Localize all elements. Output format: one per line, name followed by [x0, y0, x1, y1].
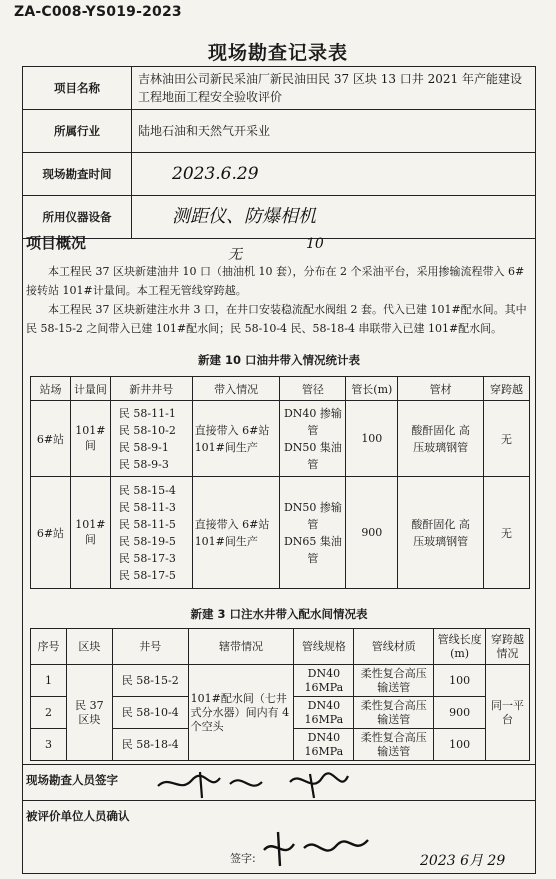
- header-block: 区块: [66, 629, 112, 665]
- entry-cell: 直接带入 6#站 101#间生产: [192, 401, 280, 477]
- diameter-line: DN50 集油管: [283, 440, 342, 471]
- header-length: 管长(m): [346, 377, 398, 401]
- station-cell: 6#站: [31, 477, 71, 589]
- table-row: [31, 665, 530, 697]
- block-cell: 民 37 区块: [66, 665, 112, 761]
- diameter-line: DN40 掺输管: [283, 406, 342, 437]
- well-number: 民 58-17-3: [118, 551, 176, 565]
- header-material: 管材: [398, 377, 484, 401]
- survey-time-label: 现场勘查时间: [23, 153, 132, 196]
- wells-cell: [110, 477, 192, 589]
- well-number: 民 58-9-1: [118, 440, 169, 454]
- survey-time-row: [23, 153, 536, 196]
- well-number: 民 58-11-1: [118, 406, 176, 420]
- crossing-cell: 同一平台: [486, 665, 530, 761]
- spec-cell: DN40 16MPa: [294, 729, 354, 761]
- meter-cell: 101#间: [70, 477, 110, 589]
- material-cell: 柔性复合高压输送管: [354, 697, 434, 729]
- header-crossing: 穿跨越情况: [486, 629, 530, 665]
- header-entry: 带入情况: [192, 377, 280, 401]
- material-cell: 柔性复合高压输送管: [354, 729, 434, 761]
- crossing-cell: 无: [484, 401, 530, 477]
- oil-wells-table: [30, 376, 530, 589]
- well-number: 民 58-10-2: [118, 423, 176, 437]
- well-number: 民 58-11-5: [118, 517, 176, 531]
- surveyor-label: 现场勘查人员签字: [26, 773, 118, 787]
- well-number: 民 58-17-5: [118, 568, 176, 582]
- entry-cell: 直接带入 6#站 101#间生产: [192, 477, 280, 589]
- no-cell: 1: [31, 665, 67, 697]
- injection-wells-table: [30, 628, 530, 761]
- instrument-row: [23, 196, 536, 239]
- project-name-value: 吉林油田公司新民采油厂新民油田民 37 区块 13 口井 2021 年产能建设工程地面工程安全验收评价: [132, 67, 536, 110]
- project-name-row: [23, 67, 536, 110]
- table1-caption: 新建 10 口油井带入情况统计表: [197, 353, 360, 367]
- header-meter: 计量间: [70, 377, 110, 401]
- surveyor-signature: [150, 764, 370, 804]
- document-code: ZA-C008-YS019-2023: [14, 4, 182, 20]
- length-cell: 100: [434, 729, 486, 761]
- diameter-cell: [280, 401, 346, 477]
- sign-label: 签字:: [230, 852, 256, 865]
- handwritten-note-b: 10: [306, 236, 324, 252]
- well-cell: 民 58-15-2: [112, 665, 188, 697]
- diameter-cell: [280, 477, 346, 589]
- table-header-row: [31, 629, 530, 665]
- wells-cell: [110, 401, 192, 477]
- well-cell: 民 58-18-4: [112, 729, 188, 761]
- spec-cell: DN40 16MPa: [294, 697, 354, 729]
- overview-heading: 项目概况: [26, 234, 87, 252]
- header-crossing: 穿跨越: [484, 377, 530, 401]
- no-cell: 2: [31, 697, 67, 729]
- handwritten-note-a: 无: [228, 247, 242, 263]
- well-number: 民 58-11-3: [118, 500, 176, 514]
- overview-paragraph-2: 本工程民 37 区块新建注水井 3 口，在井口安装稳流配水阀组 2 套。代入已建 101#配水间。其中民 58-15-2 之间带入已建 101#配水间；民 58-10-4 民、58-18-4 串联带入已建 101#配水间。: [26, 303, 527, 335]
- well-cell: 民 58-10-4: [112, 697, 188, 729]
- well-number: 民 58-19-5: [118, 534, 176, 548]
- info-table: [22, 66, 536, 239]
- material-cell: 酸酐固化 高压玻璃钢管: [398, 401, 484, 477]
- signature-date: 2023 6月 29: [420, 853, 506, 869]
- no-cell: 3: [31, 729, 67, 761]
- length-cell: 100: [346, 401, 398, 477]
- station-cell: 6#站: [31, 401, 71, 477]
- project-name-label: 项目名称: [23, 67, 132, 110]
- length-cell: 900: [434, 697, 486, 729]
- industry-row: [23, 110, 536, 153]
- overview-paragraph-1: 本工程民 37 区块新建油井 10 口（抽油机 10 套），分布在 2 个采油平台，采用掺输流程带入 6#接转站 101#计量间。本工程无管线穿跨越。: [26, 265, 525, 297]
- well-number: 民 58-15-4: [118, 483, 176, 497]
- table-row: [31, 401, 530, 477]
- industry-label: 所属行业: [23, 110, 132, 153]
- diameter-line: DN50 掺输管: [283, 500, 342, 531]
- diameter-line: DN65 集油管: [283, 534, 342, 565]
- header-well: 井号: [112, 629, 188, 665]
- material-cell: 柔性复合高压输送管: [354, 665, 434, 697]
- header-station: 站场: [31, 377, 71, 401]
- table-row: [31, 477, 530, 589]
- header-spec: 管线规格: [294, 629, 354, 665]
- header-no: 序号: [31, 629, 67, 665]
- length-cell: 900: [346, 477, 398, 589]
- meter-cell: 101#间: [70, 401, 110, 477]
- entry-cell: 101#配水间（七井式分水器）间内有 4 个空头: [188, 665, 294, 761]
- table-header-row: [31, 377, 530, 401]
- instrument-value: 测距仪、防爆相机: [132, 196, 536, 239]
- header-length: 管线长度(m): [434, 629, 486, 665]
- crossing-cell: 无: [484, 477, 530, 589]
- confirm-label: 被评价单位人员确认: [26, 809, 130, 823]
- industry-value: 陆地石油和天然气开采业: [132, 110, 536, 153]
- confirm-signature: [258, 826, 378, 870]
- header-entry: 辖带情况: [188, 629, 294, 665]
- spec-cell: DN40 16MPa: [294, 665, 354, 697]
- table2-caption: 新建 3 口注水井带入配水间情况表: [190, 607, 368, 621]
- header-wells: 新井井号: [110, 377, 192, 401]
- well-number: 民 58-9-3: [118, 457, 169, 471]
- header-material: 管线材质: [354, 629, 434, 665]
- document-title: 现场勘查记录表: [207, 42, 348, 64]
- divider: [22, 800, 536, 801]
- length-cell: 100: [434, 665, 486, 697]
- material-cell: 酸酐固化 高压玻璃钢管: [398, 477, 484, 589]
- survey-time-value: 2023.6.29: [132, 153, 536, 196]
- header-diameter: 管径: [280, 377, 346, 401]
- instrument-label: 所用仪器设备: [23, 196, 132, 239]
